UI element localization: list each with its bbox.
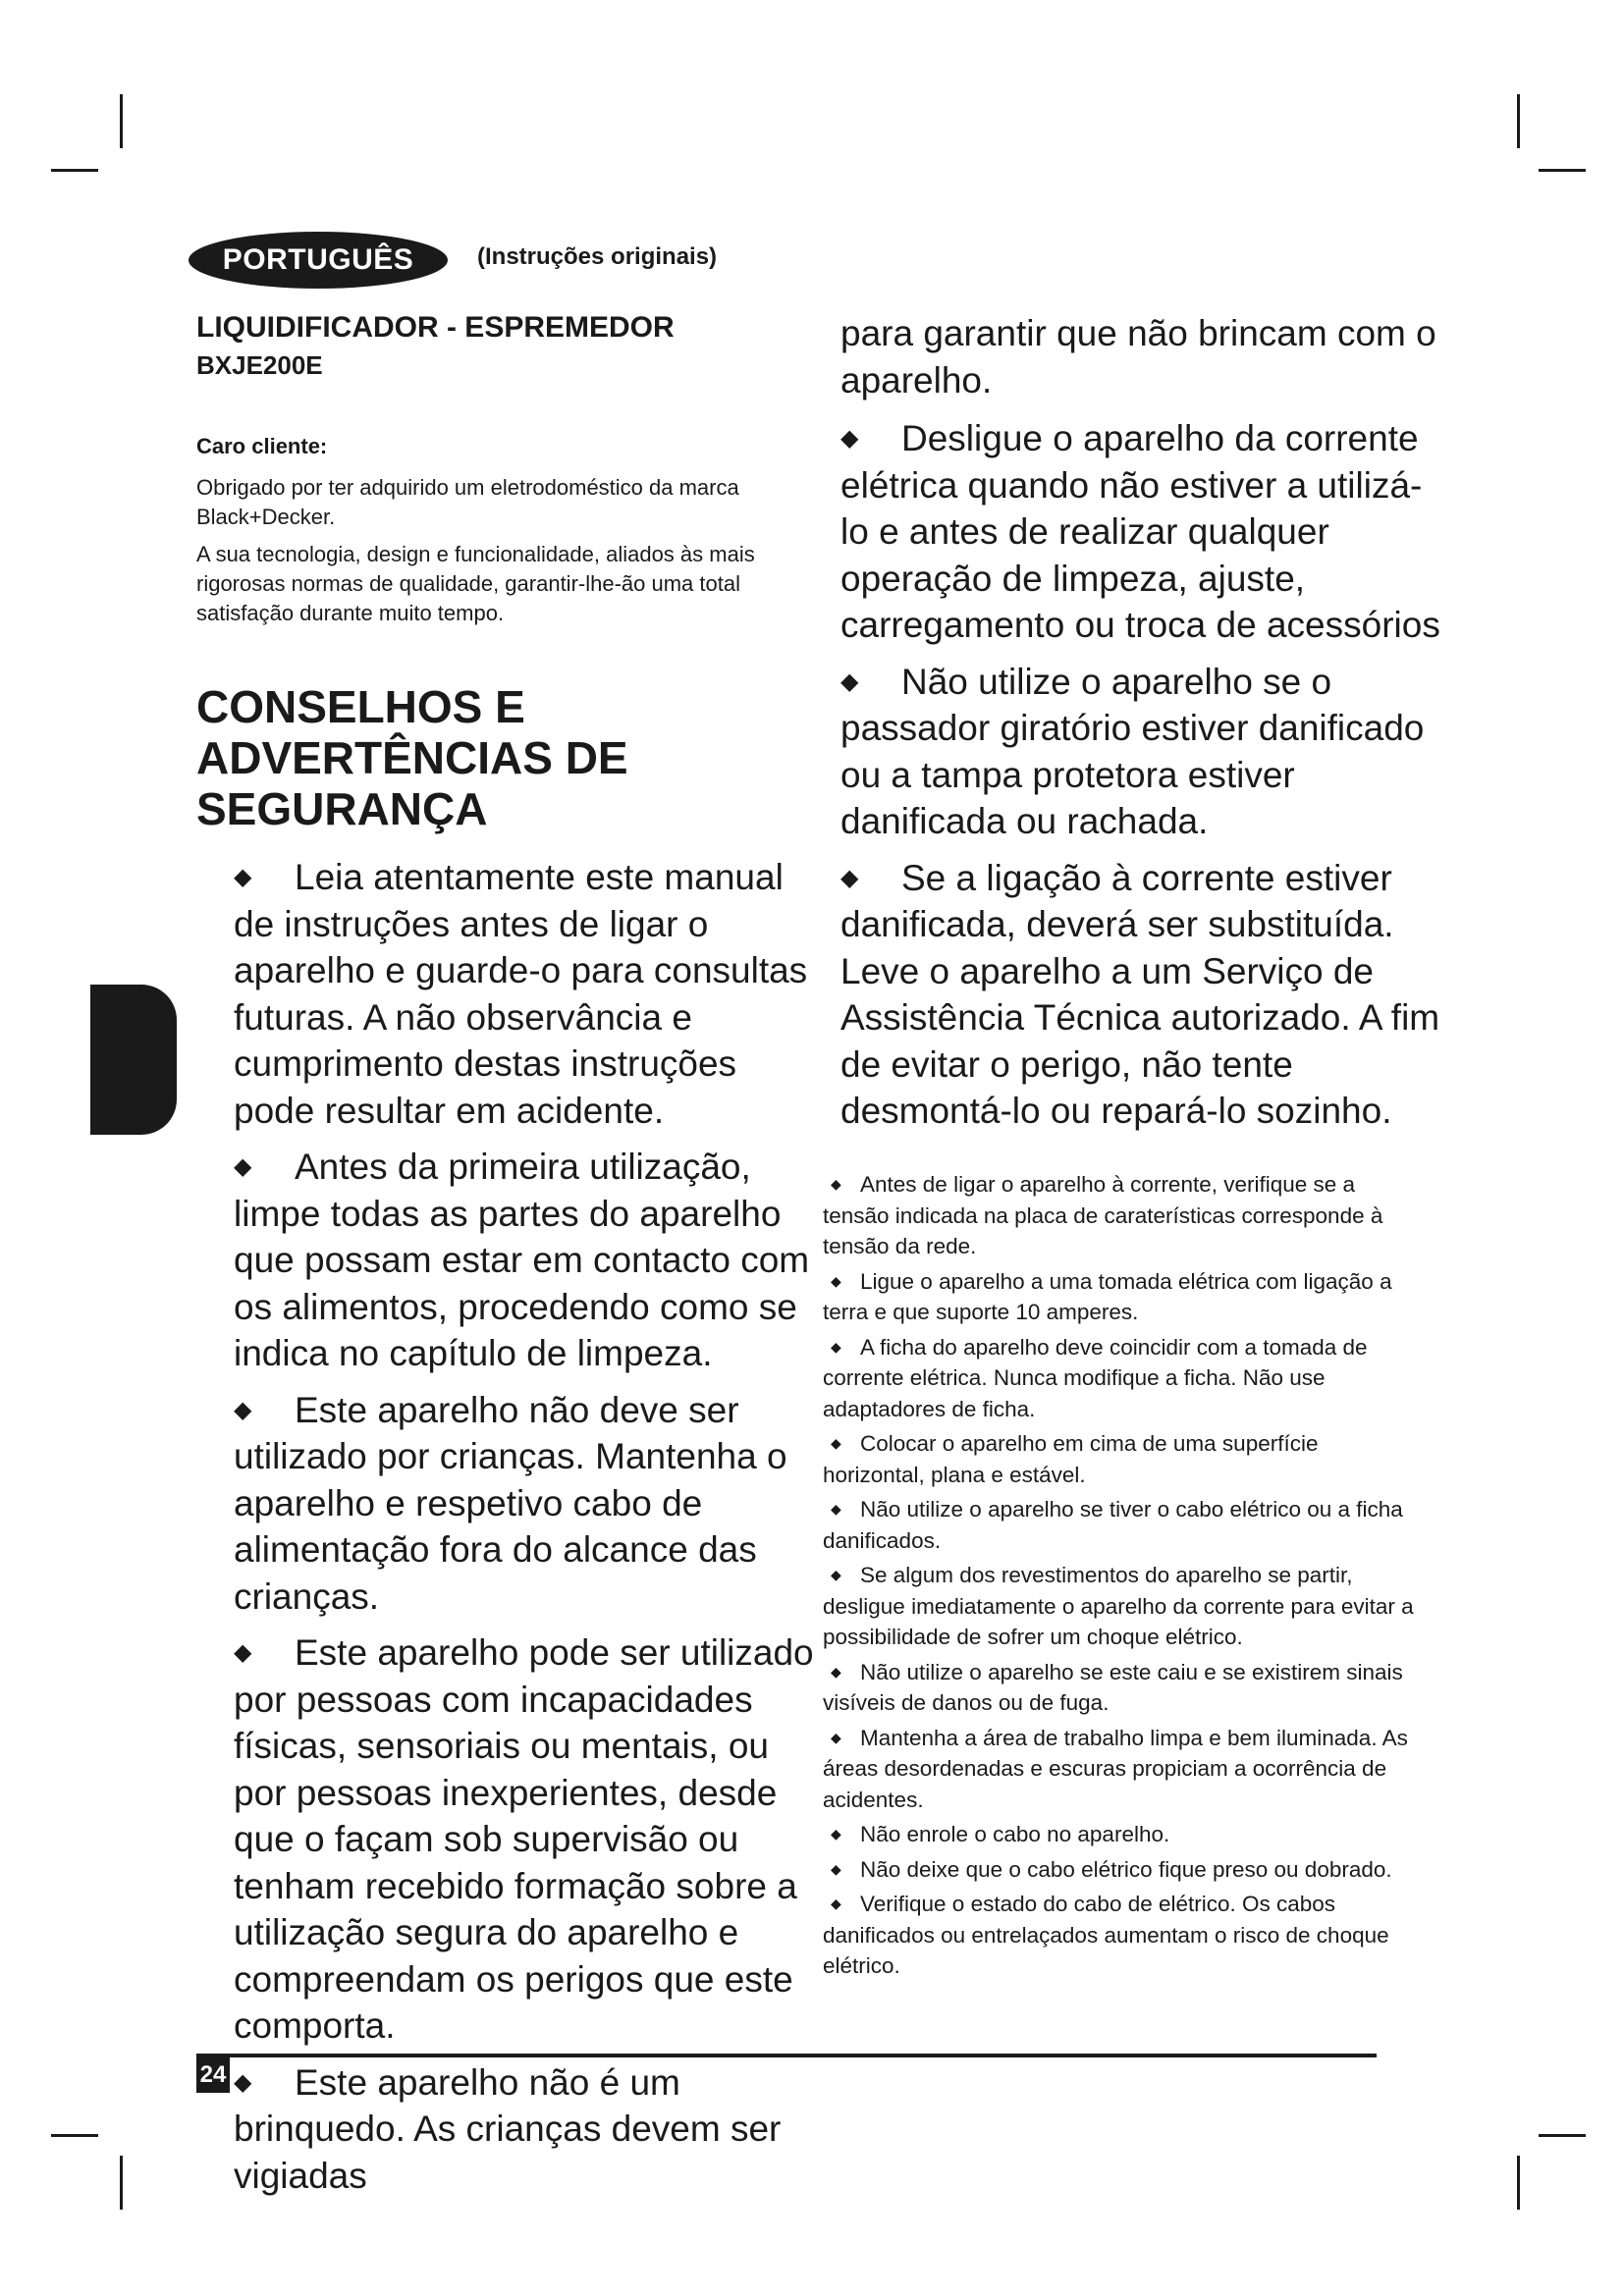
crop-mark [1539,2134,1586,2137]
diamond-bullet-icon: ◆ [234,1153,252,1180]
diamond-bullet-icon: ◆ [840,425,859,452]
safety-list-left [196,854,815,2199]
diamond-bullet-icon: ◆ [840,864,859,891]
footer-rule [196,2054,1377,2057]
list-item: ◆ Mantenha a área de trabalho limpa e bem iluminada. As áreas desordenadas e escuras propiciam a ocorrência de acidentes. [823,1723,1422,1816]
list-item: ◆ Não utilize o aparelho se este caiu e se existirem sinais visíveis de danos ou de fuga. [823,1657,1422,1719]
intro-paragraph: A sua tecnologia, design e funcionalidade, aliados às mais rigorosas normas de qualidade, garantir-lhe-ão uma total satisfação durante muito tempo. [196,542,755,625]
list-item: ◆ Não utilize o aparelho se tiver o cabo elétrico ou a ficha danificados. [823,1494,1422,1556]
crop-mark [120,94,123,148]
list-item: ◆ Verifique o estado do cabo de elétrico. Os cabos danificados ou entrelaçados aumentam o risco de choque elétrico. [823,1889,1422,1982]
list-item: ◆ Colocar o aparelho em cima de uma superfície horizontal, plana e estável. [823,1428,1422,1490]
list-item: ◆ Desligue o aparelho da corrente elétrica quando não estiver a utilizá-lo e antes de realizar qualquer operação de limpeza, ajuste, carregamento ou troca de acessórios [840,415,1449,649]
diamond-bullet-icon: ◆ [234,864,252,890]
safety-title: CONSELHOS E ADVERTÊNCIAS DE SEGURANÇA [196,681,628,834]
diamond-bullet-icon: ◆ [234,1639,252,1666]
safety-list-right [840,415,1449,1135]
diamond-bullet-icon: ◆ [234,2068,252,2096]
diamond-bullet-icon: ◆ [831,1663,841,1680]
original-instructions-note: (Instruções originais) [477,243,718,270]
diamond-bullet-icon: ◆ [831,1826,841,1842]
safety-list-small [823,1169,1422,1982]
list-item: ◆ Se a ligação à corrente estiver danificada, deverá ser substituída. Leve o aparelho a um Serviço de Assistência Técnica autorizado. A fim de evitar o perigo, não tente desmontá-lo ou repará-lo sozinho. [840,855,1449,1135]
diamond-bullet-icon: ◆ [234,1396,252,1423]
list-item: ◆ Se algum dos revestimentos do aparelho se partir, desligue imediatamente o aparelho da corrente para evitar a possibilidade de sofrer um choque elétrico. [823,1560,1422,1653]
list-item: ◆ Este aparelho pode ser utilizado por pessoas com incapacidades físicas, sensoriais ou mentais, ou por pessoas inexperientes, desde que o façam sob supervisão ou tenham recebido formação sobre a utilização segura do aparelho e compreendam os perigos que este comporta. [196,1629,815,2050]
crop-mark [51,169,98,172]
right-column [840,310,1449,1145]
list-item: ◆ Ligue o aparelho a uma tomada elétrica com ligação a terra e que suporte 10 amperes. [823,1266,1422,1328]
greeting: Caro cliente: [196,434,328,458]
small-print-column [823,1169,1422,1986]
diamond-bullet-icon: ◆ [831,1860,841,1877]
list-item: ◆ Não deixe que o cabo elétrico fique preso ou dobrado. [823,1854,1422,1886]
page-number: 24 [196,2057,230,2093]
crop-mark [51,2134,98,2137]
language-tab: PORTUGUÊS [189,232,448,289]
section-side-tab [90,985,177,1135]
crop-mark [1517,94,1520,148]
crop-mark [120,2156,123,2210]
diamond-bullet-icon: ◆ [831,1435,841,1451]
intro-paragraph: Obrigado por ter adquirido um eletrodoméstico da marca Black+Decker. [196,475,739,529]
diamond-bullet-icon: ◆ [831,1338,841,1355]
crop-mark [1517,2156,1520,2210]
product-title: LIQUIDIFICADOR - ESPREMEDOR [196,311,675,344]
continuation-text: para garantir que não brincam com o aparelho. [840,313,1436,400]
list-item: ◆ Leia atentamente este manual de instruções antes de ligar o aparelho e guarde-o para consultas futuras. A não observância e cumprimento destas instruções pode resultar em acidente. [196,854,815,1134]
list-item: ◆ Antes da primeira utilização, limpe todas as partes do aparelho que possam estar em contacto com os alimentos, procedendo como se indica no capítulo de limpeza. [196,1144,815,1377]
diamond-bullet-icon: ◆ [831,1272,841,1289]
diamond-bullet-icon: ◆ [831,1896,841,1911]
product-model: BXJE200E [196,350,323,380]
diamond-bullet-icon: ◆ [840,667,859,695]
diamond-bullet-icon: ◆ [831,1567,841,1582]
diamond-bullet-icon: ◆ [831,1176,841,1192]
list-item: ◆ Este aparelho não é um brinquedo. As crianças devem ser vigiadas [196,2059,815,2200]
list-item: ◆ A ficha do aparelho deve coincidir com a tomada de corrente elétrica. Nunca modifique a ficha. Não use adaptadores de ficha. [823,1332,1422,1425]
list-item: ◆ Não enrole o cabo no aparelho. [823,1819,1422,1850]
list-item: ◆ Este aparelho não deve ser utilizado por crianças. Mantenha o aparelho e respetivo cabo de alimentação fora do alcance das crianças. [196,1387,815,1621]
diamond-bullet-icon: ◆ [831,1729,841,1745]
diamond-bullet-icon: ◆ [831,1501,841,1517]
list-item: ◆ Antes de ligar o aparelho à corrente, verifique se a tensão indicada na placa de caraterísticas corresponde à tensão da rede. [823,1169,1422,1262]
crop-mark [1539,169,1586,172]
left-column [196,310,815,2209]
list-item: ◆ Não utilize o aparelho se o passador giratório estiver danificado ou a tampa protetora estiver danificada ou rachada. [840,659,1449,845]
